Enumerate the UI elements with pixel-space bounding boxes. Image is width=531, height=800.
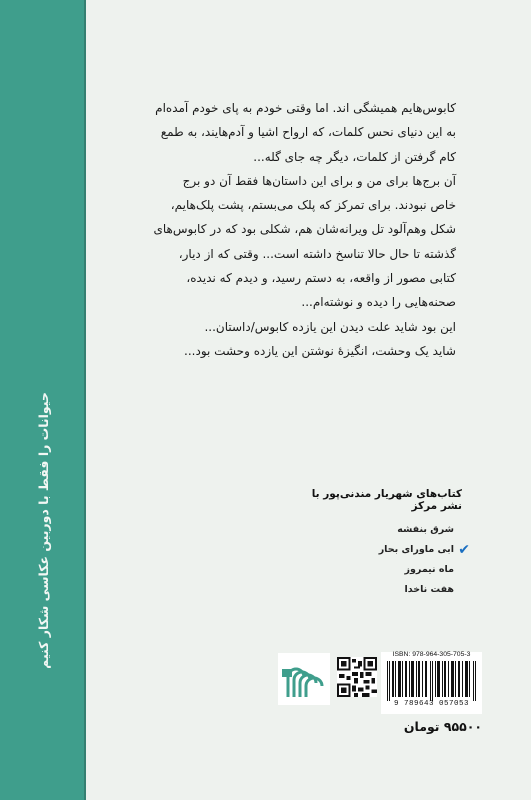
blurb-line: به این دنیای نحس کلمات، که ارواح اشیا و آدم‌هایند، به طمع	[160, 125, 456, 140]
price-label: ۹۵۵۰۰ تومان	[403, 719, 482, 734]
blurb-line: خاص نبودند. برای تمرکز که پلک می‌بستم، پشت پلک‌هایم،	[170, 198, 456, 213]
blurb-line: صحنه‌هایی را دیده و نوشته‌ام...	[301, 295, 456, 310]
barcode-icon	[385, 661, 478, 701]
ean-digits: 9 789643 057053	[393, 700, 469, 708]
blurb-line: کتابی مصور از واقعه، به دستم رسید، و دیدم که ندیده،	[186, 271, 456, 286]
side-tagline	[29, 300, 58, 760]
back-blurb	[118, 96, 456, 363]
book-item: ماه نیمروز	[404, 564, 454, 575]
blurb-line: کام گرفتن از کلمات، دیگر چه جای گله...	[253, 149, 456, 164]
blurb-line: شاید یک وحشت، انگیزهٔ نوشتن این یازده وحشت بود...	[184, 343, 456, 358]
publisher-logo-icon	[278, 653, 330, 705]
barcode-label	[381, 652, 482, 714]
checkmark-icon: ✔	[458, 542, 470, 558]
blurb-line: کابوس‌هایم همیشگی اند. اما وقتی خودم به پای خودم آمده‌ام	[155, 101, 456, 115]
blurb-line: این بود شاید علت دیدن این یازده کابوس/داستان...	[204, 319, 456, 334]
isbn-text: ISBN: 978-964-305-705-3	[392, 651, 471, 658]
qr-code-icon	[337, 657, 377, 697]
blurb-line: آن برج‌ها برای من و برای این داستان‌ها فقط آن دو برج	[182, 173, 456, 188]
blurb-line: گذشته تا حال حالا تناسخ داشته است... وقتی که از دیار،	[178, 246, 456, 261]
book-item: ✔ ابی ماورای بحار	[378, 542, 470, 558]
side-tagline-text: حیوانات را فقط با دوربین عکاسی شکار کنیم	[36, 391, 51, 669]
book-item: هفت ناخدا	[404, 584, 454, 595]
other-books-list	[290, 488, 470, 600]
other-books-heading: کتاب‌های شهریار مندنی‌پور با نشر مرکز	[311, 488, 462, 512]
book-item: شرق بنفشه	[397, 524, 454, 535]
blurb-line: شکل وهم‌آلود تل ویرانه‌شان هم، شکلی بود که در کابوس‌های	[153, 222, 456, 237]
